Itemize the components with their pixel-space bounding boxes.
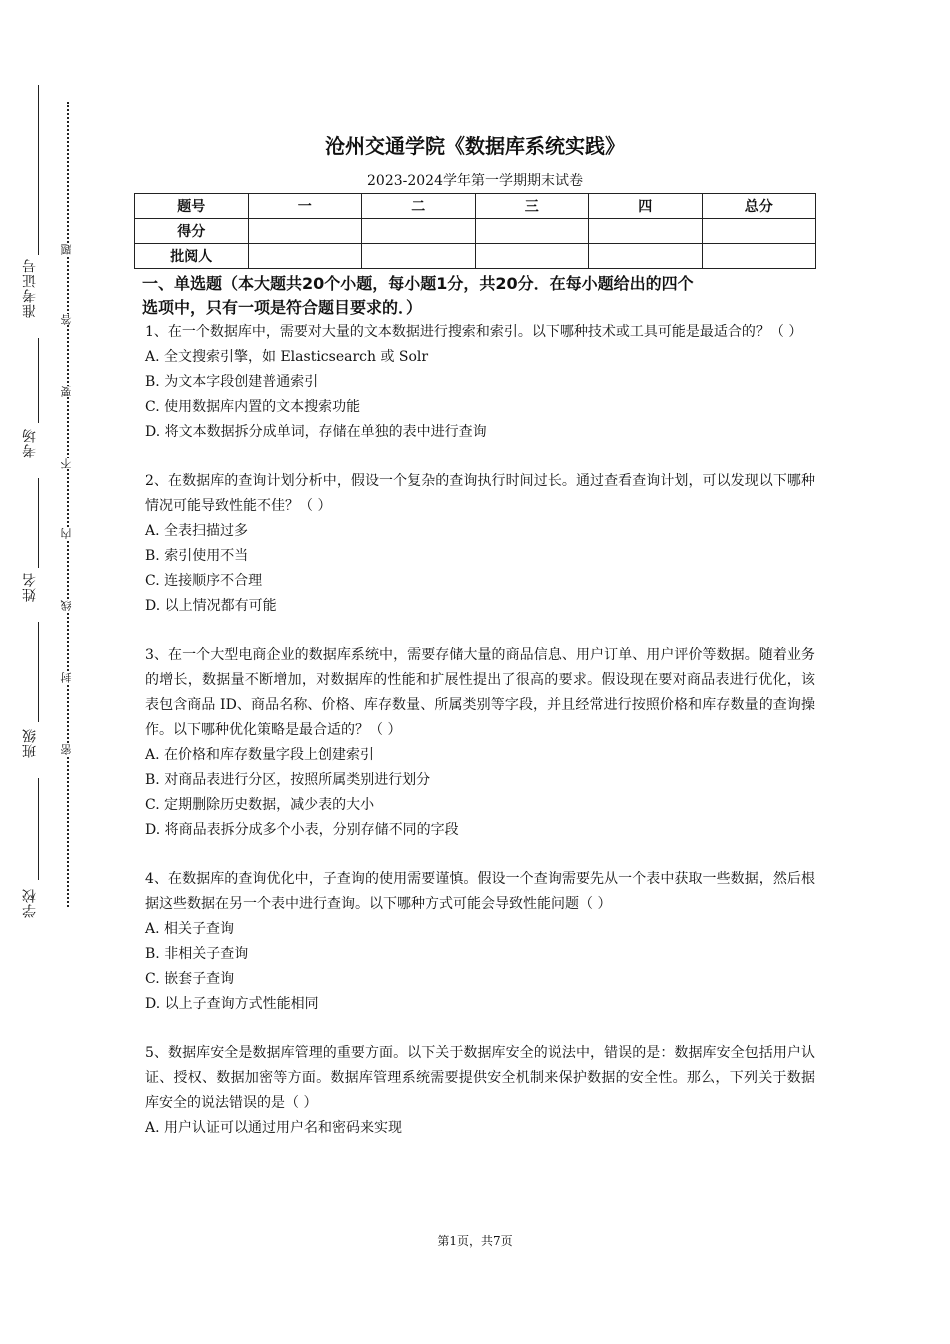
question-4 [145, 867, 815, 1017]
exam-subtitle: 2023-2024学年第一学期期末试卷 [367, 173, 583, 189]
score-cell [702, 219, 816, 244]
score-cell [475, 244, 589, 269]
field-school: 学校 [22, 888, 38, 918]
field-exam-id: 准考证号 [22, 258, 38, 318]
score-table-row [135, 244, 816, 269]
page-footer: 第1页，共7页 [437, 1234, 513, 1248]
option-b: B. 对商品表进行分区，按照所属类别进行划分 [145, 772, 431, 788]
option-b: B. 为文本字段创建普通索引 [145, 374, 319, 390]
score-table-header: 题号 [135, 194, 249, 219]
option-a: A. 相关子查询 [145, 921, 235, 937]
score-table-header-row [135, 194, 816, 219]
question-5 [145, 1041, 815, 1141]
score-cell [248, 219, 362, 244]
option-a: A. 全文搜索引擎，如 Elasticsearch 或 Solr [145, 349, 429, 365]
question-stem: 2、在数据库的查询计划分析中，假设一个复杂的查询执行时间过长。通过查看查询计划，可以发现以下哪种情况可能导致性能不佳？（ ） [145, 473, 815, 514]
option-c: C. 连接顺序不合理 [145, 573, 263, 589]
score-table-header: 总分 [702, 194, 816, 219]
field-name: 姓名 [22, 572, 38, 602]
question-stem: 5、数据库安全是数据库管理的重要方面。以下关于数据库安全的说法中，错误的是：数据库安全包括用户认证、授权、数据加密等方面。数据库管理系统需要提供安全机制来保护数据的安全性。那么，下列关于数据库安全的说法错误的是（ ） [145, 1045, 815, 1111]
score-table-header: 四 [589, 194, 703, 219]
option-c: C. 使用数据库内置的文本搜索功能 [145, 399, 361, 415]
score-row-label: 得分 [135, 219, 249, 244]
option-d: D. 以上子查询方式性能相同 [145, 996, 319, 1012]
score-table-header: 三 [475, 194, 589, 219]
score-table [134, 193, 816, 269]
score-table-row [135, 219, 816, 244]
score-table-header: 二 [362, 194, 476, 219]
question-1 [145, 320, 815, 445]
line-class [38, 622, 39, 722]
option-d: D. 将商品表拆分成多个小表，分别存储不同的字段 [145, 822, 459, 838]
score-cell [362, 244, 476, 269]
line-room [38, 338, 39, 423]
score-cell [248, 244, 362, 269]
question-3 [145, 643, 815, 843]
seal-char: 要 [60, 386, 73, 397]
option-c: C. 定期删除历史数据，减少表的大小 [145, 797, 375, 813]
question-stem: 4、在数据库的查询优化中，子查询的使用需要谨慎。假设一个查询需要先从一个表中获取一些数据，然后根据这些数据在另一个表中进行查询。以下哪种方式可能会导致性能问题（ ） [145, 871, 815, 912]
question-section [142, 272, 815, 1141]
seal-char: 内 [60, 528, 73, 539]
question-stem: 1、在一个数据库中，需要对大量的文本数据进行搜索和索引。以下哪种技术或工具可能是最适合的？（ ） [145, 324, 803, 340]
seal-char: 封 [60, 672, 73, 683]
option-d: D. 将文本数据拆分成单词，存储在单独的表中进行查询 [145, 424, 487, 440]
option-a: A. 用户认证可以通过用户名和密码来实现 [145, 1120, 403, 1136]
seal-char: 题 [60, 244, 73, 255]
line-name [38, 478, 39, 568]
score-cell [702, 244, 816, 269]
field-exam-room: 考场 [22, 428, 38, 458]
option-b: B. 非相关子查询 [145, 946, 249, 962]
seal-char: 不 [60, 458, 73, 469]
option-b: B. 索引使用不当 [145, 548, 249, 564]
option-d: D. 以上情况都有可能 [145, 598, 277, 614]
score-cell [362, 219, 476, 244]
score-cell [589, 219, 703, 244]
score-cell [589, 244, 703, 269]
score-table-header: 一 [248, 194, 362, 219]
section-heading: 一、单选题（本大题共20个小题，每小题1分，共20分．在每小题给出的四个 选项中，只有一项是符合题目要求的．） [142, 274, 694, 317]
seal-char: 线 [60, 600, 73, 611]
seal-char: 答 [60, 314, 73, 325]
line-school [38, 778, 39, 880]
question-stem: 3、在一个大型电商企业的数据库系统中，需要存储大量的商品信息、用户订单、用户评价等数据。随着业务的增长，数据量不断增加，对数据库的性能和扩展性提出了很高的要求。假设现在要对商品表进行优化，该表包含商品 ID、商品名称、价格、库存数量、所属类别等字段，并且经常进行按照价格和库存数量的查询操作。以下哪种优化策略是最合适的？（ ） [145, 647, 815, 738]
seal-dotted-line [67, 102, 69, 907]
option-a: A. 在价格和库存数量字段上创建索引 [145, 747, 375, 763]
option-a: A. 全表扫描过多 [145, 523, 249, 539]
field-class: 班级 [22, 728, 38, 758]
score-row-label: 批阅人 [135, 244, 249, 269]
exam-title: 沧州交通学院《数据库系统实践》 [325, 134, 625, 158]
option-c: C. 嵌套子查询 [145, 971, 235, 987]
score-cell [475, 219, 589, 244]
seal-char: 密 [60, 744, 73, 755]
question-2 [145, 469, 815, 619]
